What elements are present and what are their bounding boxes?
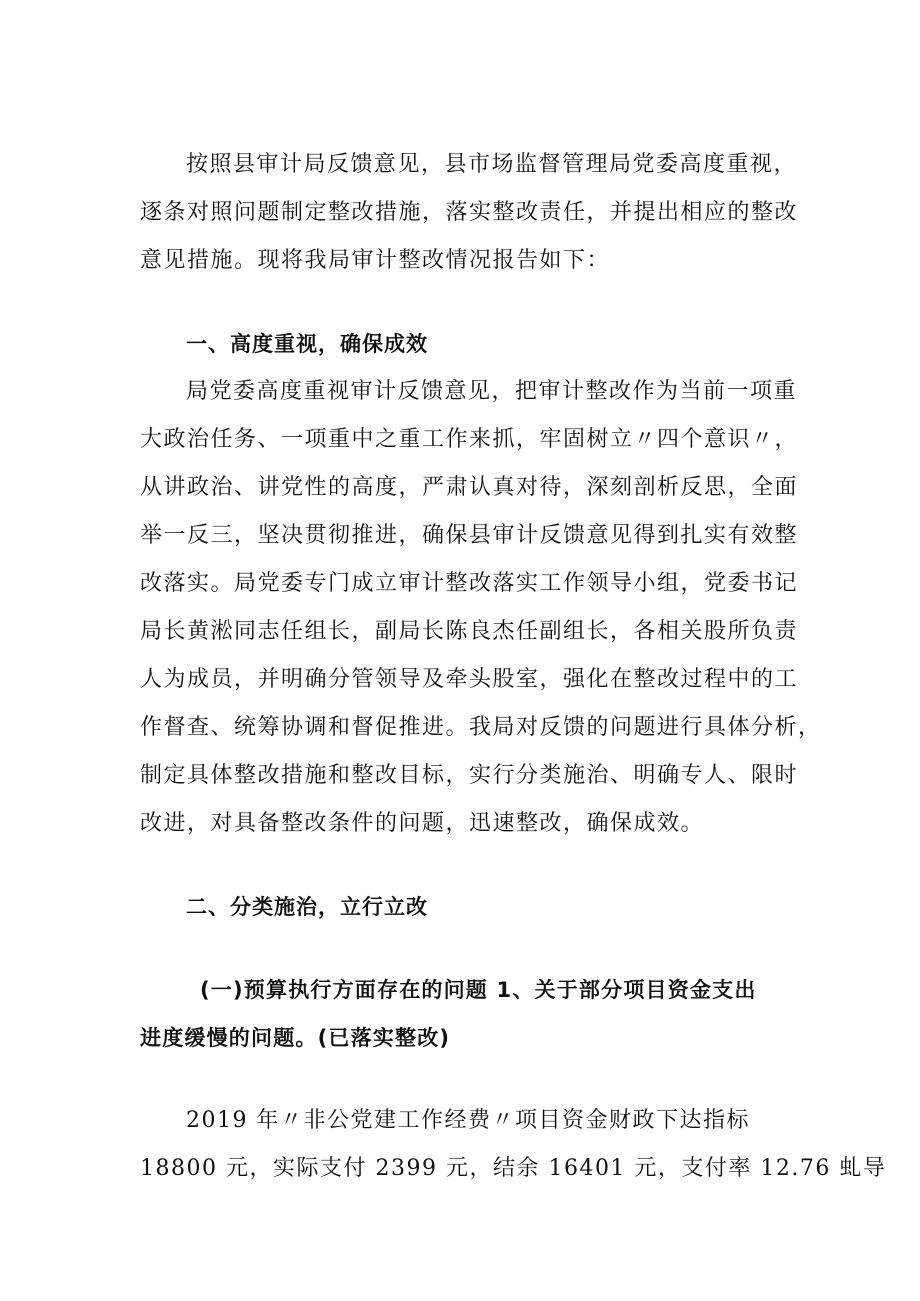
section-1-line-9: 制定具体整改措施和整改目标，实行分类施治、明确专人、限时 xyxy=(140,763,799,788)
section-1-line-8: 作督查、统筹协调和督促推进。我局对反馈的问题进行具体分析， xyxy=(140,715,822,740)
section-1-line-6: 局长黄淞同志任组长，副局长陈良杰任副组长，各相关股所负责 xyxy=(140,619,799,644)
section-1-line-4: 举一反三，坚决贯彻推进，确保县审计反馈意见得到扎实有效整 xyxy=(140,523,799,548)
section-2-heading: 二、分类施治，立行立改 xyxy=(186,895,428,919)
section-1-line-1: 局党委高度重视审计反馈意见，把审计整改作为当前一项重 xyxy=(186,379,798,404)
section-1-line-7: 人为成员，并明确分管领导及牵头股室，强化在整改过程中的工 xyxy=(140,667,799,692)
intro-line-1: 按照县审计局反馈意见，县市场监督管理局党委高度重视， xyxy=(186,152,798,177)
section-2-subheading-line-2: 进度缓慢的问题。(已落实整改) xyxy=(140,1026,451,1050)
section-1-line-5: 改落实。局党委专门成立审计整改落实工作领导小组，党委书记 xyxy=(140,571,799,596)
section-1-heading: 一、高度重视，确保成效 xyxy=(186,332,428,356)
section-2-line-1: 2019 年〃非公党建工作经费〃项目资金财政下达指标 xyxy=(186,1108,750,1133)
section-2-line-2: 18800 元，实际支付 2399 元，结余 16401 元，支付率 12.76 虬导 xyxy=(140,1156,887,1181)
intro-line-3: 意见措施。现将我局审计整改情况报告如下： xyxy=(140,248,611,273)
section-1-line-10: 改进，对具备整改条件的问题，迅速整改，确保成效。 xyxy=(140,811,705,836)
intro-line-2: 逐条对照问题制定整改措施，落实整改责任，并提出相应的整改 xyxy=(140,200,799,225)
section-1-line-3: 从讲政治、讲党性的高度，严肃认真对待，深刻剖析反思，全面 xyxy=(140,475,799,500)
section-1-line-2: 大政治任务、一项重中之重工作来抓，牢固树立〃四个意识〃， xyxy=(140,427,799,452)
section-2-subheading-line-1: (一)预算执行方面存在的问题 1、关于部分项目资金支出 xyxy=(200,978,757,1002)
